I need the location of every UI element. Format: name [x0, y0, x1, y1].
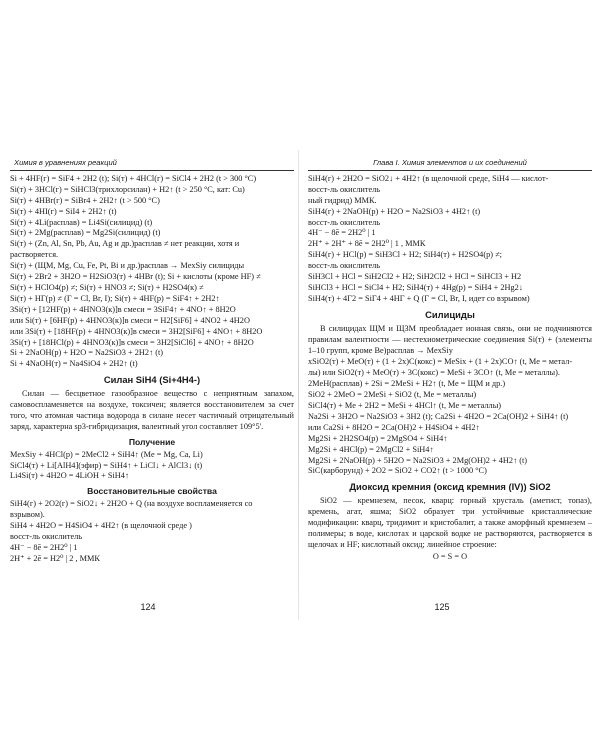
equation-line: SiO2 + 2MeO = 2MeSi + SiO2 (t, Me = металлы)	[308, 390, 477, 400]
equation-line: Si(т) + HГ(р) ≠ (Г = Cl, Br, I); Si(т) + 4HF(р) = SiF4↑ + 2H2↑	[10, 293, 220, 303]
left-page-number: 124	[140, 602, 156, 612]
equation-line: Si(т) + 4HBr(г) = SiBr4 + 2H2↑ (t > 500 °C)	[10, 195, 160, 205]
equation-line: Mg2Si + 2H2SO4(р) = 2MgSO4 + SiH4↑	[308, 433, 448, 443]
equation-line: Si + 4HF(г) = SiF4 + 2H2 (t); Si(т) + 4HCl(г) = SiCl4 + 2H2 (t > 300 °C)	[10, 173, 257, 183]
left-equations-top	[10, 174, 294, 370]
equation-line: или Si(т) + [6HF(р) + 4HNO3(к)]в смеси = H2[SiF6] + 4NO2 + 4H2O	[10, 315, 250, 325]
equation-line: SiCl4(т) + Me + 2H2 = MeSi + 4HCl↑ (t, Me = металлы)	[308, 401, 502, 411]
equation-line: SiH4(г) + HCl(р) = SiH3Cl + H2; SiH4(т) + H2SO4(р) ≠;	[308, 250, 502, 260]
preparation-equations	[10, 450, 294, 483]
silicides-paragraph: В силицидах ЩМ и ЩЗМ преобладает ионная связь, они не подчиняются правилам валентности — нестехиометрические соединения Si(т) + (элементы 1–10 групп, кроме Be)расплав → MexSiy	[308, 323, 592, 355]
reducing-properties-heading: Восстановительные свойства	[87, 486, 217, 497]
equation-line: Li4Si(т) + 4H2O = 4LiOH + SiH4↑	[10, 471, 130, 481]
equation-line: или 3Si(т) + [18HF(р) + 4HNO3(к)]в смеси = 3H2[SiF6] + 4NO↑ + 8H2O	[10, 326, 263, 336]
reducing-equations	[10, 499, 294, 564]
equation-line: Si(т) + 2Mg(расплав) = Mg2Si(силицид) (t)	[10, 228, 161, 238]
equation-line: Si(т) + (ЩМ, Mg, Cu, Fe, Pt, Bi и др.)расплав → MexSiy силициды	[10, 261, 245, 271]
equation-line: SiH4(т) + 4Г2 = SiГ4 + 4HГ + Q (Г = Cl, Br, I, идет со взрывом)	[308, 293, 530, 303]
preparation-heading: Получение	[128, 436, 176, 447]
silane-heading: Силан SiH4 (Si+4H4-)	[103, 374, 201, 386]
equation-line: SiH4(г) + 2NaOH(р) + H2O = Na2SiO3 + 4H2↑ (t)	[308, 206, 481, 216]
silane-paragraph: Силан — бесцветное газообразное вещество с неприятным запахом, самовоспламеняется на воздухе, токсичен; является восстановителем за счет того, что атомная частица водорода в силане несет частичный отрицательный заряд, характерна sp3-гибридизация, валентный угол составляет 109°5'.	[10, 389, 294, 431]
equation-line: 4H⁻ − 8ē = 2H2⁰ | 1	[308, 228, 376, 238]
equation-line: ный гидрид) ММК.	[308, 195, 377, 205]
equation-line: Si(т) + 4Li(расплав) = Li4Si(силицид) (t)	[10, 217, 153, 227]
left-running-head: Химия в уравнениях реакций	[10, 158, 294, 171]
equation-line: Si(т) + 3HCl(г) = SiHCl3(трихлорсилан) + H2↑ (t > 250 °C, кат: Cu)	[10, 184, 245, 194]
equation-line: Na2Si + 3H2O = Na2SiO3 + 3H2 (t); Ca2Si + 4H2O = 2Ca(OH)2 + SiH4↑ (t)	[308, 411, 569, 421]
equation-line: Si + 2NaOH(р) + H2O = Na2SiO3 + 2H2↑ (t)	[10, 348, 164, 358]
equation-line: восст-ль окислитель	[308, 261, 381, 271]
equation-line: 4H⁻ − 8ē = 2H2⁰ | 1	[10, 542, 78, 552]
right-equations-top	[308, 174, 592, 305]
equation-line: восст-ль окислитель	[308, 184, 381, 194]
equation-line: Si(т) + (Zn, Al, Sn, Pb, Au, Ag и др.)расплав ≠ нет реакции, хотя и	[10, 239, 240, 249]
equation-line: Si(т) + 4HI(г) = SiI4 + 2H2↑ (t)	[10, 206, 117, 216]
equation-line: восст-ль окислитель	[308, 217, 381, 227]
silicon-dioxide-heading: Диоксид кремния (оксид кремния (IV)) SiO2	[349, 481, 551, 493]
equation-line: Si + 4NaOH(т) = Na4SiO4 + 2H2↑ (t)	[10, 359, 138, 369]
equation-line: взрывом).	[10, 510, 45, 520]
equation-line: лы) или SiO2(т) + MeO(т) + 3C(кокс) = MeSi + 3CO↑ (t, Me = металлы).	[308, 368, 560, 378]
equation-line: 3Si(т) + [18HCl(р) + 4HNO3(к)]в смеси = 3H2[SiCl6] + 4NO↑ + 8H2O	[10, 337, 254, 347]
structure-formula: O = S = O	[432, 551, 468, 561]
equation-line: SiHCl3 + HCl = SiCl4 + H2; SiH4(т) + 4Hg(р) = SiH4 + 2Hg2↓	[308, 282, 523, 292]
equation-line: 3Si(т) + [12HF(р) + 4HNO3(к)]в смеси = 3SiF4↑ + 4NO↑ + 8H2O	[10, 304, 236, 314]
equation-line: Si(т) + 2Br2 + 3H2O = H2SiO3(т) + 4HBr (t); Si + кислоты (кроме HF) ≠	[10, 272, 261, 282]
equation-line: SiH4 + 4H2O = H4SiO4 + 4H2↑ (в щелочной среде )	[10, 521, 192, 531]
right-page	[308, 158, 592, 613]
equation-line: SiC(карборунд) + 2O2 = SiO2 + CO2↑ (t > 1000 °C)	[308, 466, 487, 476]
equation-line: SiCl4(т) + Li[AlH4](эфир) = SiH4↑ + LiCl↓ + AlCl3↓ (t)	[10, 460, 203, 470]
equation-line: или Ca2Si + 8H2O = 2Ca(OH)2 + H4SiO4 + 4H2↑	[308, 422, 480, 432]
equation-line: 2H⁺ + 2ē = H2⁰ | 2 , ММК	[10, 553, 100, 563]
right-page-number: 125	[434, 602, 450, 612]
equation-line: 2H⁺ + 2H⁺ + 8ē = 2H2⁰ | 1 , ММК	[308, 239, 426, 249]
equation-line: MexSiy + 4HCl(р) = 2MeCl2 + SiH4↑ (Me = Mg, Ca, Li)	[10, 449, 203, 459]
equation-line: SiH3Cl + HCl = SiH2Cl2 + H2; SiH2Cl2 + HCl = SiHCl3 + H2	[308, 272, 522, 282]
equation-line: растворяется.	[10, 250, 59, 260]
silicide-equations	[308, 357, 592, 477]
right-running-head: Глава I. Химия элементов и их соединений	[308, 158, 592, 171]
left-page	[10, 158, 294, 613]
equation-line: Si(т) + HClO4(р) ≠; Si(т) + HNO3 ≠; Si(т) + H2SO4(к) ≠	[10, 282, 204, 292]
equation-line: Mg2Si + 4HCl(р) = 2MgCl2 + SiH4↑	[308, 444, 434, 454]
equation-line: Mg2Si + 2NaOH(р) + 5H2O = Na2SiO3 + 2Mg(OH)2 + 4H2↑ (t)	[308, 455, 528, 465]
silicides-heading: Силициды	[425, 308, 475, 320]
equation-line: 2MeH(расплав) + 2Si = 2MeSi + H2↑ (t, Me = ЩМ и др.)	[308, 379, 506, 389]
equation-line: SiH4(г) + 2O2(г) = SiO2↓ + 2H2O + Q (на воздухе воспламеняется со	[10, 499, 253, 509]
silicon-dioxide-paragraph: SiO2 — кремнезем, песок, кварц: горный хрусталь (аметист, топаз), кремень, агат, яшма; SiO2 образует три устойчивые кристаллические модификации: кварц, тридимит и кристобалит, а также аморфный кремнезем – полимеры; в воде, кислотах и царской водке не растворяются, растворяется в щелочах и HF; кислотный оксид; линейное строение:	[308, 496, 592, 549]
equation-line: восст-ль окислитель	[10, 532, 83, 541]
equation-line: xSiO2(т) + MeO(т) + (1 + 2x)C(кокс) = MeSix + (1 + 2x)CO↑ (t, Me = метал-	[308, 357, 573, 367]
equation-line: SiH4(г) + 2H2O = SiO2↓ + 4H2↑ (в щелочной среде, SiH4 — кислот-	[308, 173, 549, 183]
page-gutter	[298, 150, 299, 620]
